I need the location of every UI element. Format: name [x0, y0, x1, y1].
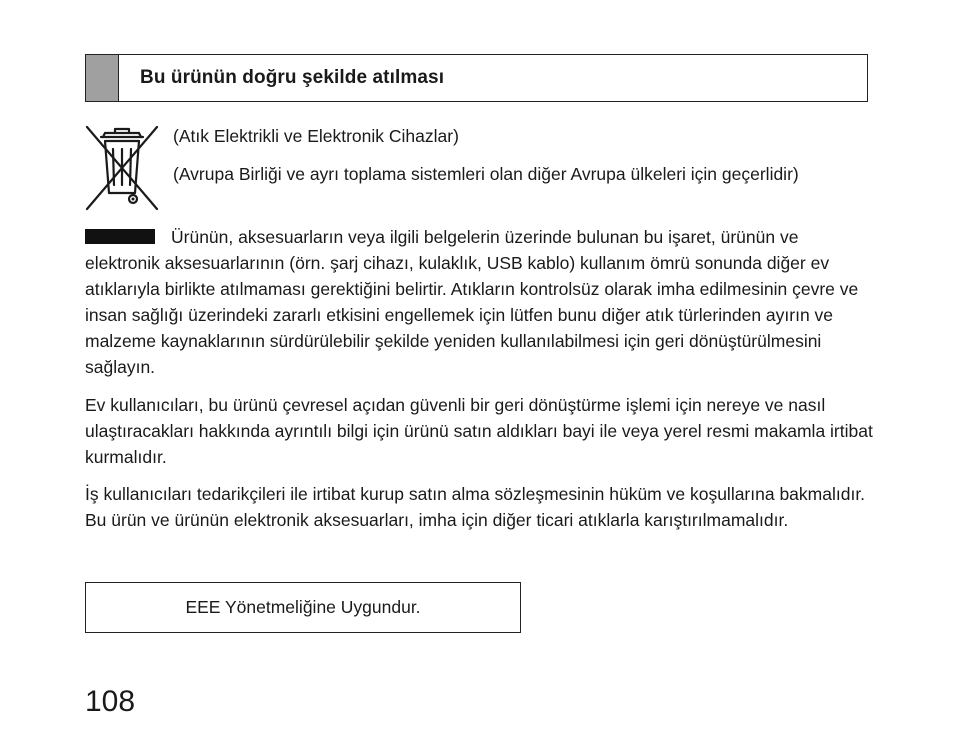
- black-bar-marker: [85, 229, 155, 244]
- section-title: Bu ürünün doğru şekilde atılması: [140, 67, 445, 88]
- body-paragraph-2: Ev kullanıcıları, bu ürünü çevresel açıdan güvenli bir geri dönüştürme işlemi için nereye ve nasıl ulaştıracakları hakkında ayrıntılı bilgi için ürünü satın aldıkları bayi ile veya yerel resmi makamla irtibat kurmalıdır.: [85, 395, 873, 467]
- page-number: 108: [85, 685, 136, 718]
- compliance-box: [85, 582, 521, 633]
- body-paragraph-1: [85, 224, 875, 380]
- crossed-out-wheelie-bin-icon: [83, 123, 161, 215]
- body-paragraph-1-text: Ürünün, aksesuarların veya ilgili belgelerin üzerinde bulunan bu işaret, ürünün ve elektronik aksesuarlarının (örn. şarj cihazı, kulaklık, USB kablo) kullanım ömrü sonunda diğer ev atıklarıyla birlikte atılmaması gerektiğini belirtir. Atıkların kontrolsüz olarak imha edilmesinin çevre ve insan sağlığı üzerindeki zararlı etkisini engellemek için lütfen bunu diğer atık türlerinden ayırın ve malzeme kaynaklarının sürdürülebilir şekilde yeniden kullanılabilmesi için geri dönüştürülmesini sağlayın.: [85, 227, 859, 377]
- compliance-text: EEE Yönetmeliğine Uygundur.: [185, 597, 421, 617]
- body-paragraph-3: İş kullanıcıları tedarikçileri ile irtibat kurup satın alma sözleşmesinin hüküm ve koşullarına bakmalıdır. Bu ürün ve ürünün elektronik aksesuarları, imha için diğer ticari atıklarla karıştırılmamalıdır.: [85, 484, 866, 530]
- header-accent-block: [86, 55, 119, 101]
- section-header: [85, 54, 868, 102]
- weee-subtitle-2: (Avrupa Birliği ve ayrı toplama sistemleri olan diğer Avrupa ülkeleri için geçerlidir): [173, 164, 799, 184]
- weee-subtitle-1: (Atık Elektrikli ve Elektronik Cihazlar): [173, 126, 459, 146]
